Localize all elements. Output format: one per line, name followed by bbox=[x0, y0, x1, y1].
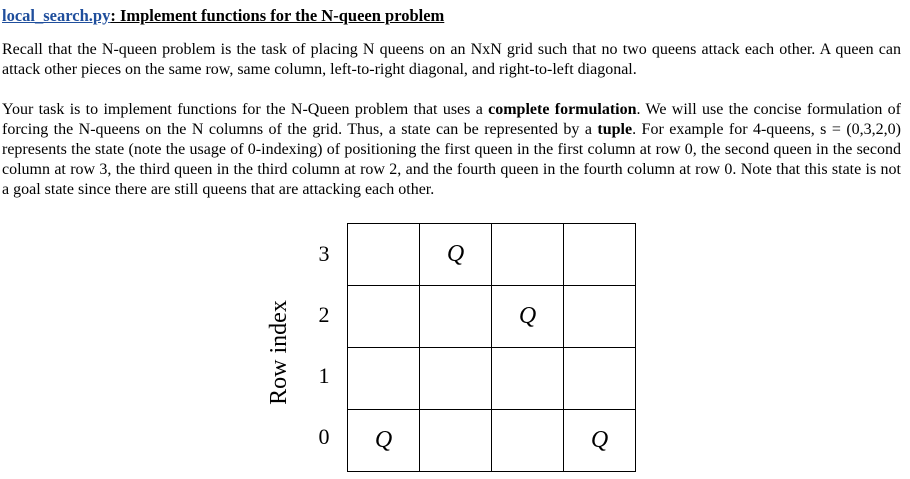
board-cell bbox=[420, 348, 492, 410]
board-cell bbox=[492, 410, 564, 472]
axis-title-text: Row index bbox=[265, 300, 292, 405]
queen-cell: Q bbox=[492, 286, 564, 348]
tuple-term: tuple bbox=[597, 121, 633, 138]
heading-title: : Implement functions for the N-queen problem bbox=[110, 6, 445, 25]
document-body bbox=[2, 6, 901, 200]
queen-cell: Q bbox=[564, 410, 636, 472]
task-text-part1: Your task is to implement functions for the N-Queen problem that uses a bbox=[2, 101, 489, 118]
row-label-3: 3 bbox=[318, 241, 330, 266]
board-row-1 bbox=[348, 348, 636, 410]
row-label-1: 1 bbox=[318, 363, 330, 388]
board-cell bbox=[492, 224, 564, 286]
queen-cell: Q bbox=[348, 410, 420, 472]
chessboard-grid bbox=[347, 223, 636, 472]
section-heading bbox=[2, 6, 901, 26]
task-paragraph bbox=[2, 100, 901, 200]
board-cell bbox=[420, 286, 492, 348]
task-text-part3: . For example for 4-queens, s = (0,3,2,0) represents the state (note the usage of 0-indexing) of positioning the first queen in the first column at row 0, the second queen in the second column at row 3, the third queen in the third column at row 2, and the fourth queen in the fourth column at row 0. Note that this state is not a goal state since there are still queens that are attacking each other. bbox=[2, 121, 901, 198]
file-name-link[interactable]: local_search.py bbox=[2, 6, 111, 25]
board-cell bbox=[420, 410, 492, 472]
complete-formulation-term: complete formulation bbox=[488, 101, 637, 118]
board-cell bbox=[348, 286, 420, 348]
board-row-3 bbox=[348, 224, 636, 286]
queen-cell: Q bbox=[420, 224, 492, 286]
board-cell bbox=[348, 348, 420, 410]
board-cell bbox=[564, 224, 636, 286]
row-label-0: 0 bbox=[318, 424, 330, 449]
row-index-axis-title bbox=[264, 280, 294, 425]
board-cell bbox=[492, 348, 564, 410]
board-row-2 bbox=[348, 286, 636, 348]
row-label-2: 2 bbox=[318, 302, 330, 327]
n-queen-board-figure bbox=[260, 220, 680, 470]
intro-paragraph: Recall that the N-queen problem is the task of placing N queens on an NxN grid such that no two queens attack each other. A queen can attack other pieces on the same row, same column, left-to-right diagonal, and right-to-left diagonal. bbox=[2, 41, 901, 78]
board-row-0 bbox=[348, 410, 636, 472]
task-text-part2: . We will use the concise formulation of forcing the N-queens on the N columns of the grid. Thus, a state can be represented by a bbox=[2, 101, 902, 138]
board-cell bbox=[564, 286, 636, 348]
board-cell bbox=[348, 224, 420, 286]
board-cell bbox=[564, 348, 636, 410]
